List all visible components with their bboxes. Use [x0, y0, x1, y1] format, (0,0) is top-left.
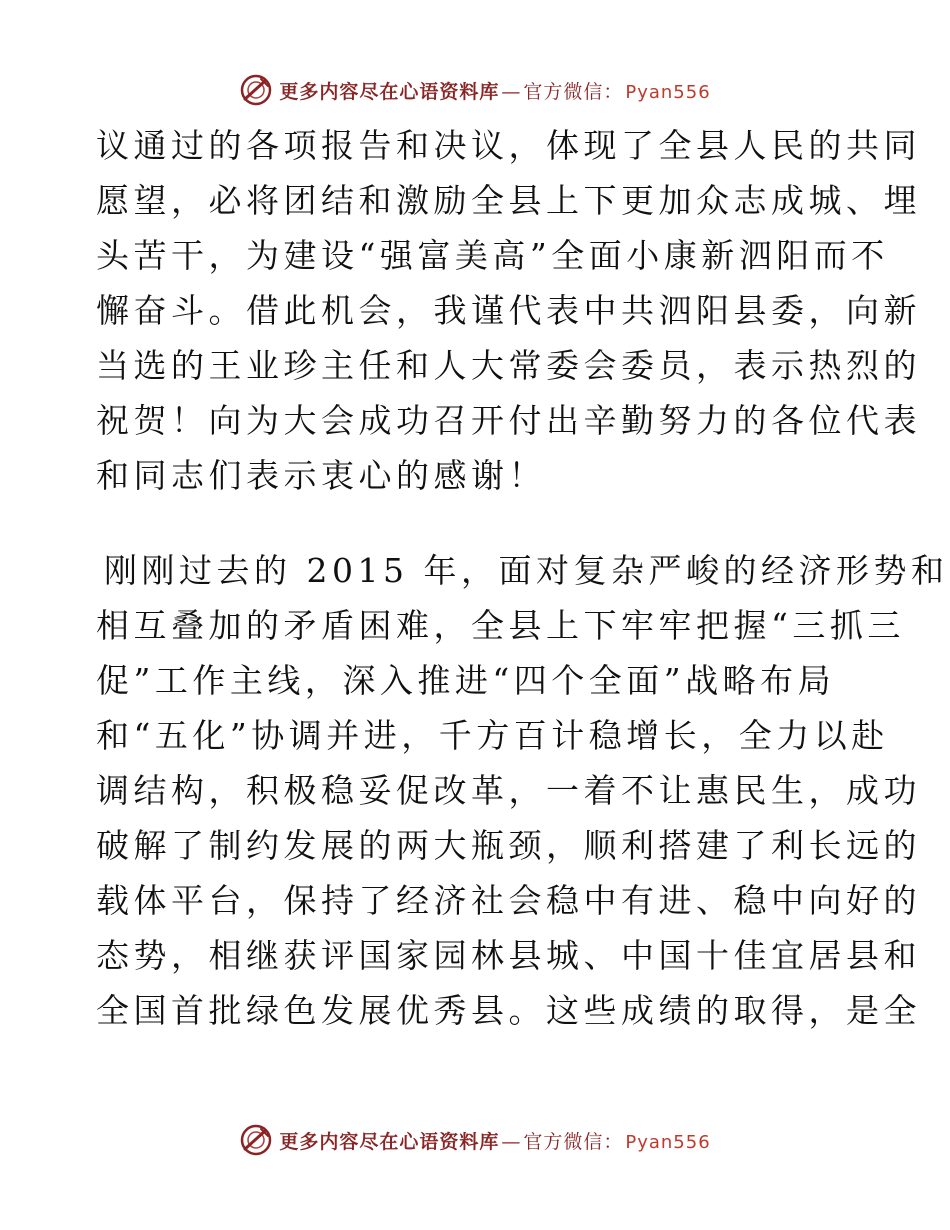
- text-line: 全国首批绿色发展优秀县。这些成绩的取得，是全: [96, 991, 921, 1030]
- header-watermark: [0, 68, 950, 112]
- text-line: 破解了制约发展的两大瓶颈，顺利搭建了利长远的: [96, 826, 921, 865]
- text-line: 愿望，必将团结和激励全县上下更加众志成城、埋: [96, 181, 921, 220]
- paragraph-1: [96, 118, 921, 503]
- text-line: 促”工作主线，深入推进“四个全面”战略布局: [96, 661, 836, 700]
- watermark-main-text: 更多内容尽在心语资料库: [279, 80, 500, 103]
- text-line: 头苦干，为建设“强富美高”全面小康新泗阳而不: [96, 236, 889, 275]
- text-line: 调结构，积极稳妥促改革，一着不让惠民生，成功: [96, 771, 921, 810]
- watermark-dash: —: [501, 1130, 522, 1153]
- footer-watermark: [0, 1118, 950, 1162]
- watermark-wechat-id: Pyan556: [625, 1131, 711, 1153]
- text-line: 相互叠加的矛盾困难，全县上下牢牢把握“三抓三: [96, 606, 905, 645]
- text-line: 和同志们表示衷心的感谢！: [96, 456, 546, 495]
- stamp-logo-icon: [239, 1123, 273, 1157]
- paragraph-2: [96, 543, 949, 1038]
- paragraph-spacer: [96, 503, 856, 543]
- watermark-main-text: 更多内容尽在心语资料库: [279, 1130, 500, 1153]
- watermark-dash: —: [501, 80, 522, 103]
- text-line: 祝贺！向为大会成功召开付出辛勤努力的各位代表: [96, 401, 921, 440]
- stamp-logo-icon: [239, 73, 273, 107]
- text-line: 懈奋斗。借此机会，我谨代表中共泗阳县委，向新: [96, 291, 921, 330]
- document-body: [96, 118, 949, 1038]
- text-line: 载体平台，保持了经济社会稳中有进、稳中向好的: [96, 881, 921, 920]
- text-line: 议通过的各项报告和决议，体现了全县人民的共同: [96, 126, 921, 165]
- text-line: 态势，相继获评国家园林县城、中国十佳宜居县和: [96, 936, 921, 975]
- text-line: 当选的王业珍主任和人大常委会委员，表示热烈的: [96, 346, 921, 385]
- watermark-sub-text: 官方微信：: [523, 1130, 624, 1153]
- text-line: 和“五化”协调并进，千方百计稳增长，全力以赴: [96, 716, 889, 755]
- text-line: 刚刚过去的 2015 年，面对复杂严峻的经济形势和: [104, 551, 949, 590]
- watermark-wechat-id: Pyan556: [625, 81, 711, 103]
- watermark-sub-text: 官方微信：: [523, 80, 624, 103]
